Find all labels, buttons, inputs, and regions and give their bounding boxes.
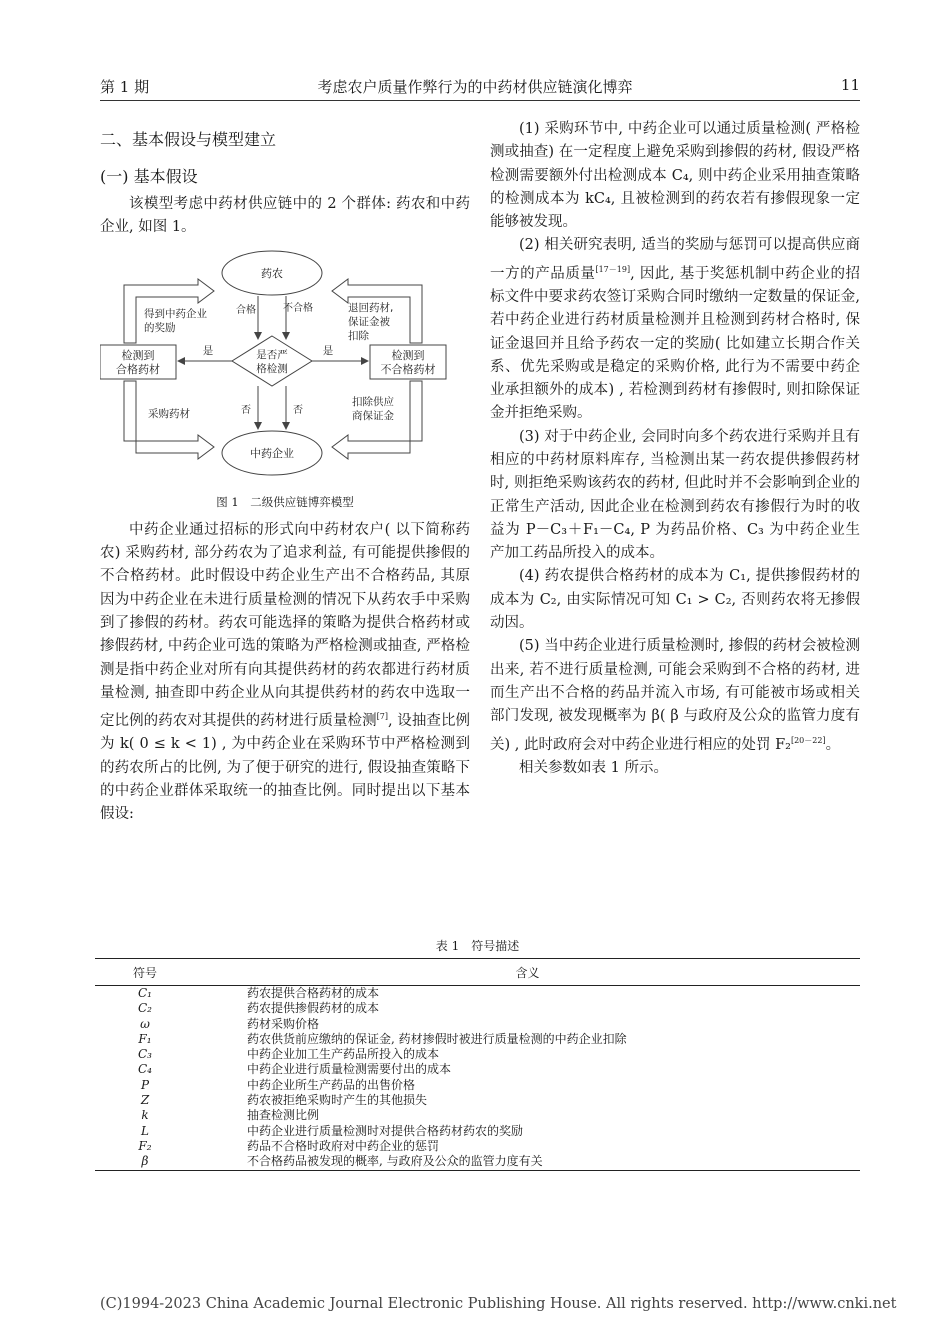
params-note: 相关参数如表 1 所示。 <box>519 759 668 776</box>
left-column <box>100 118 470 826</box>
right-column <box>490 118 860 780</box>
assumption-1: (1) 采购环节中, 中药企业可以通过质量检测( 严格检测或抽查) 在一定程度上避免采购到掺假的药材, 假设严格检测需要额外付出检测成本 C₄, 则中药企业采用抽查策略的检测成本为 kC₄, 且被检测到的药农若有掺假现象一定能够被发现。 <box>490 121 860 231</box>
decision-line1: 是否严 <box>256 349 288 362</box>
assumption-4: (4) 药农提供合格药材的成本为 C₁, 提供掺假药材的成本为 C₂, 由实际情况可知 C₁ > C₂, 否则药农将无掺假动因。 <box>490 568 860 632</box>
intro-paragraph: 该模型考虑中药材供应链中的 2 个群体: 药农和中药企业, 如图 1。 <box>100 195 470 235</box>
table-row: C₄ 中药企业进行质量检测需要付出的成本 <box>138 1062 452 1077</box>
ul-line2: 的奖励 <box>144 322 176 335</box>
table-row: β 不合格药品被发现的概率, 与政府及公众的监管力度有关 <box>95 1154 860 1170</box>
citation-7: [7] <box>376 712 388 722</box>
box-left-line2: 合格药材 <box>116 363 160 377</box>
node-herb-farmer-label: 药农 <box>261 267 283 281</box>
table-row: C₁ 药农提供合格药材的成本 <box>138 986 380 1000</box>
table-row: C₂ 药农提供掺假药材的成本 <box>138 1001 380 1016</box>
label-unqualified: 不合格 <box>283 303 313 315</box>
label-no-right: 否 <box>293 405 303 417</box>
citation-20-22: [20－22] <box>790 735 826 745</box>
label-qualified: 合格 <box>236 305 256 317</box>
table-row: F₂ 药品不合格时政府对中药企业的惩罚 <box>138 1138 440 1153</box>
ur-line3: 扣除 <box>348 330 369 343</box>
decision-line2: 格检测 <box>256 363 288 376</box>
ur-line1: 退回药材, <box>348 302 394 315</box>
label-no-left: 否 <box>241 405 251 417</box>
subsection-title: (一) 基本假设 <box>100 167 198 187</box>
assumption-2: (2) 相关研究表明, 适当的奖励与惩罚可以提高供应商一方的产品质量[17－19], 因此, 基于奖惩机制中药企业的招标文件中要求药农签订采购合同时缴纳一定数量的保证金, 若中药企业进行药材质量检测并且检测到药材合格时, 保证金退回并且给予药农一定的奖励( 比如建立长期合作关系、优先采购或是稳定的采购价格, 此行为不需要中药企业承担额外的成本) , 若检测到药材有掺假时, 则扣除保证金并拒绝采购。 <box>490 237 861 422</box>
table-caption: 表 1 符号描述 <box>435 939 520 953</box>
box-left-line1: 检测到 <box>121 349 155 363</box>
ll-label: 采购药材 <box>148 408 190 421</box>
table-row: L 中药企业进行质量检测时对提供合格药材药农的奖励 <box>141 1123 524 1138</box>
arrow-purchase-lower-left <box>124 381 214 459</box>
label-yes-left: 是 <box>202 345 214 358</box>
body-paragraph-1: 中药企业通过招标的形式向中药材农户( 以下简称药农) 采购药材, 部分药农为了追求利益, 有可能提供掺假的不合格药材。此时假设中药企业生产出不合格药品, 其原因为中药企业在未进行质量检测的情况下从药农手中采购到了掺假的药材。药农可能选择的策略为提供合格药材或掺假药材, 中药企业可选的策略为严格检测或抽查, 严格检测是指中药企业对所有向其提供药材的药农都进行药材质量检测, 抽查即中药企业从向其提供药材的药农中选取一定比例的药农对其提供的药材进行质量检测[7], 设抽查比例为 k( 0 ≤ k < 1) , 为中药企业在采购环节中严格检测到的药农所占的比例, 为了便于研究的进行, 假设抽查策略下的中药企业群体采取统一的抽查比例。同时提出以下基本假设: <box>100 521 471 823</box>
lr-line2: 商保证金 <box>352 410 394 423</box>
assumption-3: (3) 对于中药企业, 会同时向多个药农进行采购并且有相应的中药材原料库存, 当检测出某一药农提供掺假药材时, 则拒绝采购该药农的药材, 但此时并不会影响到企业的正常生产活动, 因此企业在检测到药农有掺假行为时的收益为 P－C₃＋F₁－C₄, P 为药品价格、C₃ 为中药企业生产加工药品所投入的成本。 <box>490 428 860 562</box>
ul-line1: 得到中药企业 <box>144 308 207 321</box>
node-inspection-decision <box>232 336 312 386</box>
node-enterprise-label: 中药企业 <box>250 447 294 461</box>
copyright-footer: (C)1994-2023 China Academic Journal Electronic Publishing House. All rights reserved. http://www.cnki.net <box>100 1296 897 1312</box>
table-row: P 中药企业所生产药品的出售价格 <box>140 1077 416 1092</box>
table-1 <box>95 934 860 1171</box>
col-header-symbol: 符号 <box>95 959 195 986</box>
assumption-5: (5) 当中药企业进行质量检测时, 掺假的药材会被检测出来, 若不进行质量检测, 可能会采购到不合格的药材, 进而生产出不合格的药品并流入市场, 有可能被市场或相关部门发现, 被发现概率为 β( β 与政府及公众的监管力度有关) , 此时政府会对中药企业进行相应的处罚 F₂[20－22]。 <box>490 638 860 753</box>
ur-line2: 保证金被 <box>348 316 390 329</box>
figure-caption: 图 1 二级供应链博弈模型 <box>216 495 354 510</box>
page-number: 11 <box>840 76 860 94</box>
col-header-meaning: 含义 <box>195 959 860 986</box>
supply-chain-diagram <box>100 241 470 481</box>
label-yes-right: 是 <box>322 345 334 358</box>
table-row: C₃ 中药企业加工生产药品所投入的成本 <box>138 1047 440 1062</box>
symbol-table <box>95 958 860 1171</box>
table-row: ω 药材采购价格 <box>140 1016 320 1031</box>
table-row: k 抽查检测比例 <box>141 1108 320 1123</box>
table-row: Z 药农被拒绝采购时产生的其他损失 <box>140 1093 428 1108</box>
issue-label: 第 1 期 <box>100 78 150 96</box>
header-rule <box>100 100 860 101</box>
lr-line1: 扣除供应 <box>352 396 394 409</box>
figure-1 <box>100 241 470 489</box>
running-title: 考虑农户质量作弊行为的中药材供应链演化博弈 <box>317 78 633 96</box>
box-right-line2: 不合格药材 <box>380 363 436 377</box>
box-right-line1: 检测到 <box>391 349 425 363</box>
section-title: 二、基本假设与模型建立 <box>100 130 277 149</box>
citation-17-19: [17－19] <box>595 264 631 274</box>
table-row: F₁ 药农供货前应缴纳的保证金, 药材掺假时被进行质量检测的中药企业扣除 <box>138 1031 627 1046</box>
